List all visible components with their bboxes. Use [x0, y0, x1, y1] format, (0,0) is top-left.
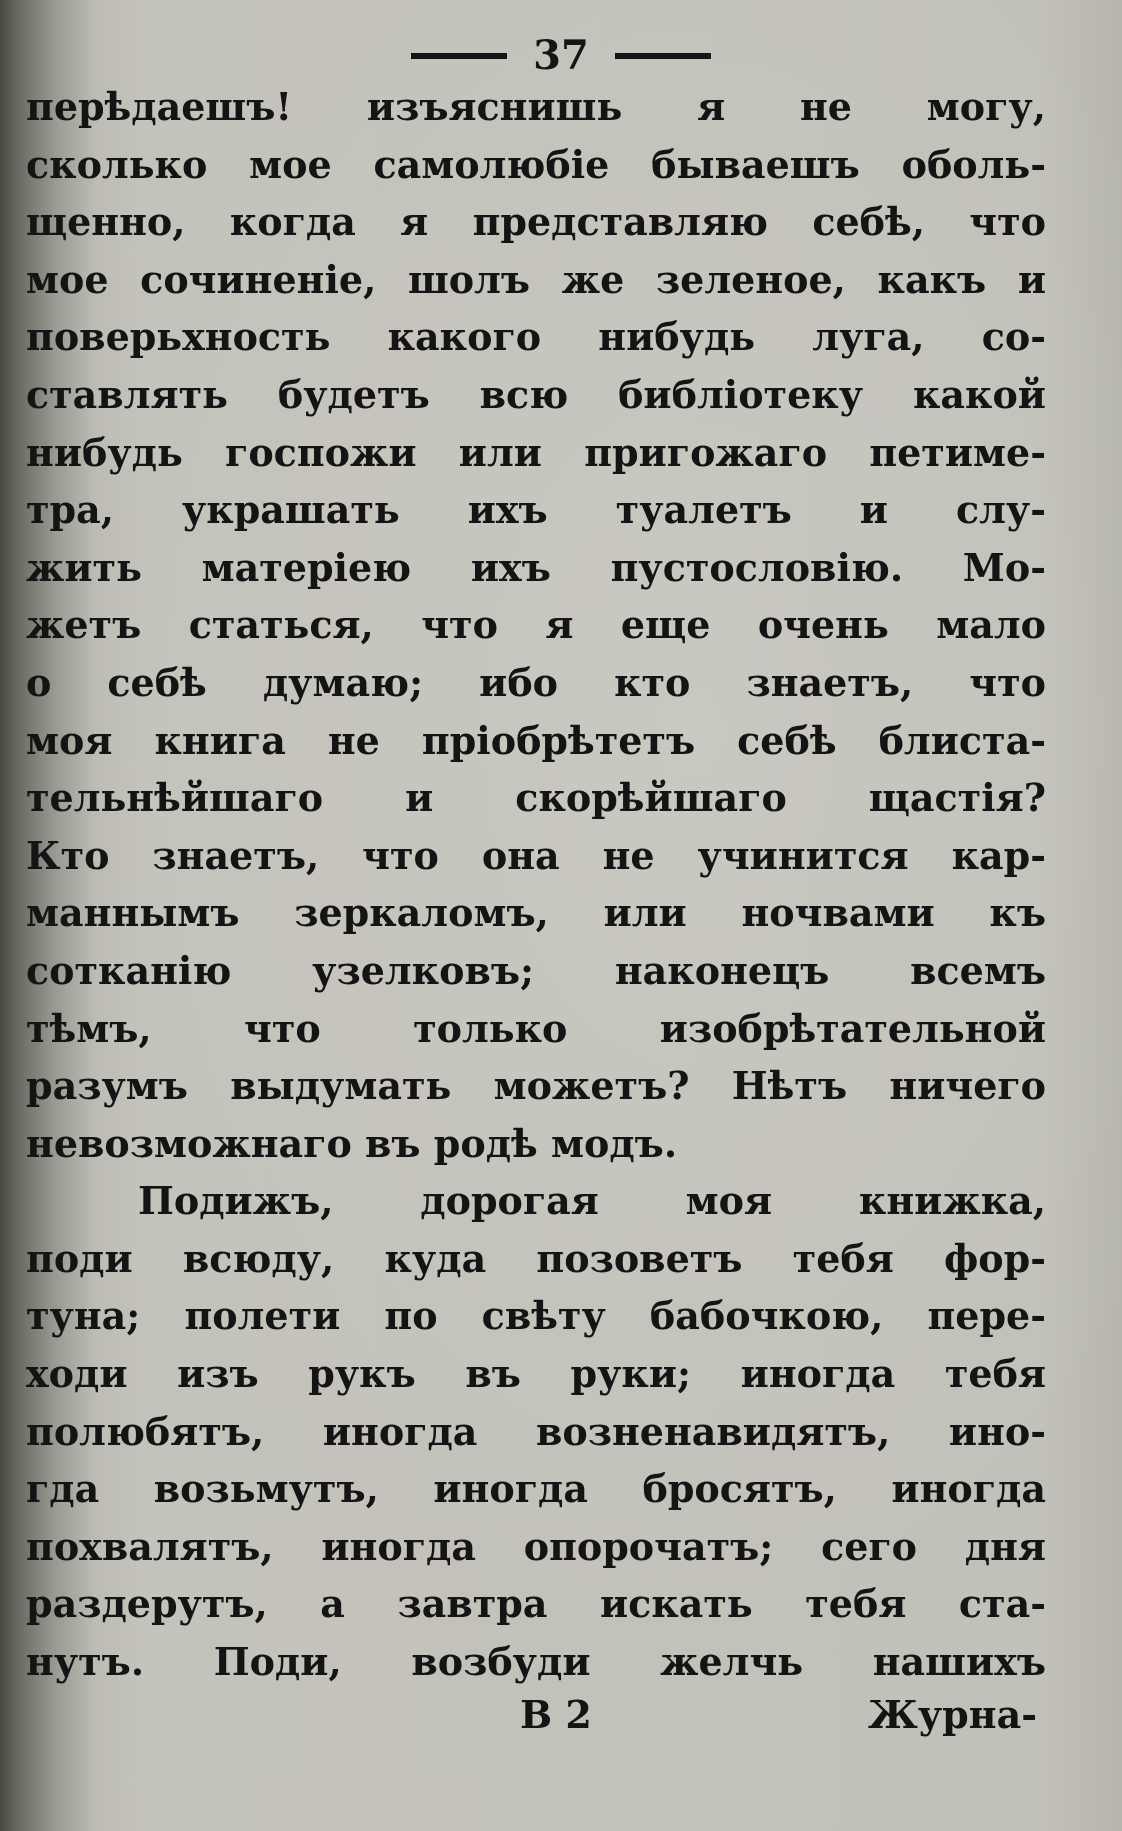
header-rule-right [615, 53, 711, 59]
paragraph-start-line: Подижъ, дорогая моя книжка, [138, 1178, 1046, 1224]
text-line: тельнѣйшаго и скорѣйшаго щастія? [26, 775, 1046, 821]
page-header [0, 32, 1122, 79]
text-line: разумъ выдумать можетъ? Нѣтъ ничего [26, 1063, 1046, 1109]
text-line: маннымъ зеркаломъ, или ночвами къ [26, 890, 1046, 936]
text-line: поди всюду, куда позоветъ тебя фор- [26, 1235, 1046, 1281]
text-line: моя книга не пріобрѣтетъ себѣ блиста- [26, 717, 1046, 763]
text-line: сотканію узелковъ; наконецъ всемъ [26, 947, 1046, 993]
text-line: жить матеріею ихъ пустословію. Мо- [26, 544, 1046, 590]
signature-mark: В 2 [520, 1692, 592, 1737]
text-line: похвалятъ, иногда опорочатъ; сего дня [26, 1523, 1046, 1569]
page-number: 37 [533, 32, 589, 79]
text-line: тѣмъ, что только изобрѣтательной [26, 1005, 1046, 1051]
text-line: мое сочиненіе, шолъ же зеленое, какъ и [26, 256, 1046, 302]
text-line: жетъ статься, что я еще очень мало [26, 602, 1046, 648]
text-line: полюбятъ, иногда возненавидятъ, ино- [26, 1408, 1046, 1454]
text-line: Кто знаетъ, что она не учинится кар- [26, 832, 1046, 878]
body-text [26, 78, 1046, 1691]
text-line: раздерутъ, а завтра искать тебя ста- [26, 1581, 1046, 1627]
header-rule-left [411, 53, 507, 59]
text-line: нибудь госпожи или пригожаго петиме- [26, 429, 1046, 475]
text-line: гда возьмутъ, иногда бросятъ, иногда [26, 1466, 1046, 1512]
paragraph-end-line: невозможнаго въ родѣ модъ. [26, 1120, 678, 1166]
text-line: нутъ. Поди, возбуди желчь нашихъ [26, 1639, 1046, 1685]
text-line: щенно, когда я представляю себѣ, что [26, 199, 1046, 245]
text-line: о себѣ думаю; ибо кто знаетъ, что [26, 659, 1046, 705]
text-line: туна; полети по свѣту бабочкою, пере- [26, 1293, 1046, 1339]
text-line: тра, украшать ихъ туалетъ и слу- [26, 487, 1046, 533]
catchword: Журна- [868, 1692, 1037, 1737]
text-line: сколько мое самолюбіе бываешъ оболь- [26, 141, 1046, 187]
text-line: поверьхность какого нибудь луга, со- [26, 314, 1046, 360]
text-line: ставлять будетъ всю библіотеку какой [26, 371, 1046, 417]
text-line: ходи изъ рукъ въ руки; иногда тебя [26, 1351, 1046, 1397]
page-footer [0, 1692, 1122, 1752]
text-line: перѣдаешъ! изъяснишь я не могу, [26, 84, 1046, 129]
